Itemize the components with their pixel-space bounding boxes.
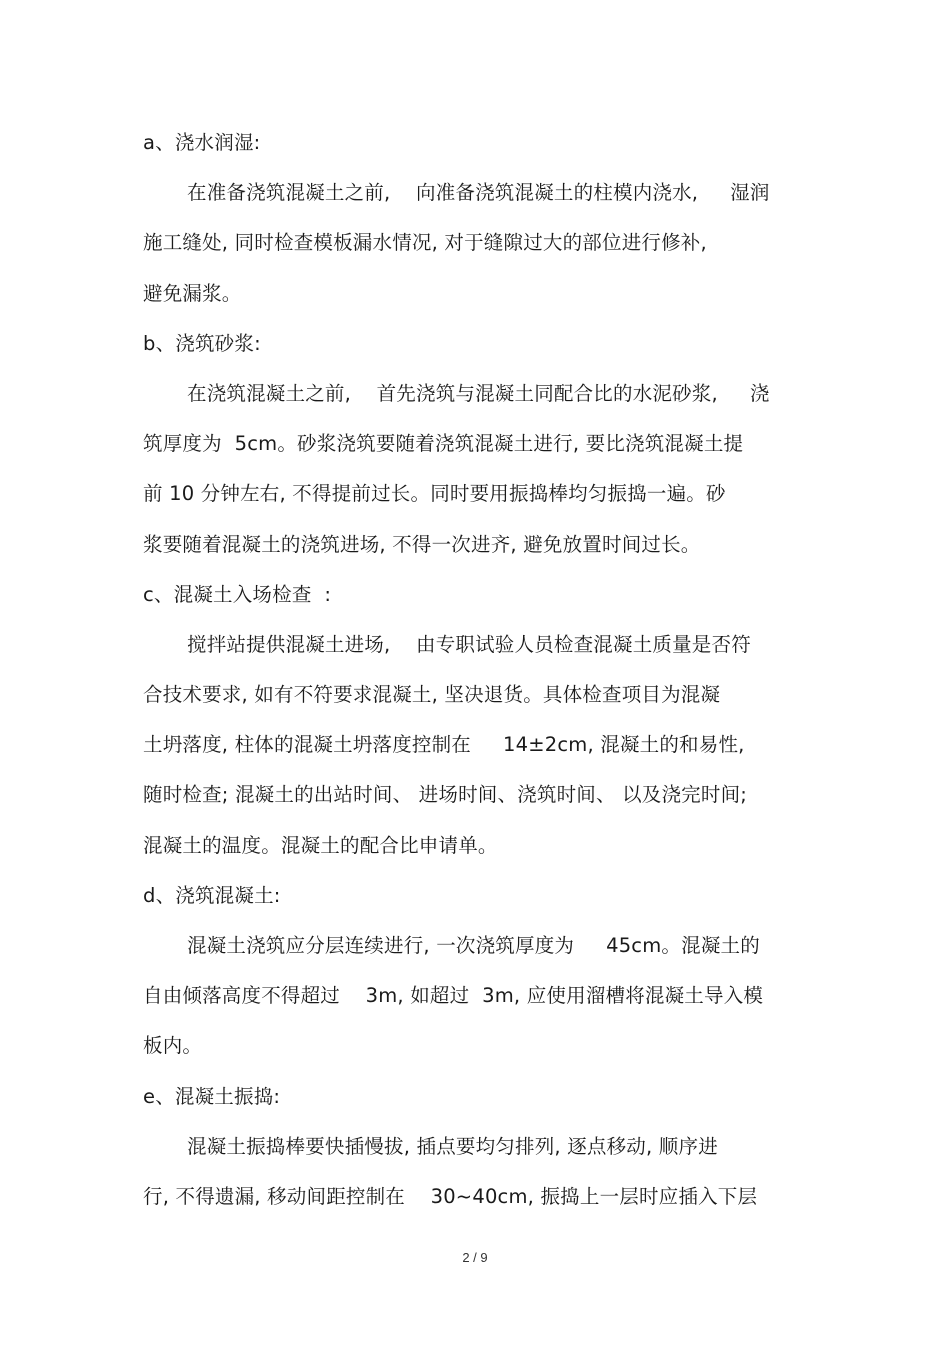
document-body <box>143 122 823 1226</box>
paragraph-line: 混凝土振捣棒要快插慢拔, 插点要均匀排列, 逐点移动, 顺序进 <box>187 1134 718 1158</box>
page-number: 2 / 9 <box>462 1250 488 1265</box>
paragraph-line: 施工缝处, 同时检查模板漏水情况, 对于缝隙过大的部位进行修补, <box>143 231 707 255</box>
heading-c: c、混凝土入场检查 : <box>143 582 332 606</box>
heading-e: e、混凝土振捣: <box>143 1084 281 1108</box>
heading-a: a、浇水润湿: <box>143 131 261 154</box>
paragraph-line: 土坍落度, 柱体的混凝土坍落度控制在 14±2cm, 混凝土的和易性, <box>143 733 745 757</box>
paragraph-line: 行, 不得遗漏, 移动间距控制在 30~40cm, 振捣上一层时应插入下层 <box>143 1184 758 1208</box>
paragraph-line: 自由倾落高度不得超过 3m, 如超过 3m, 应使用溜槽将混凝土导入模 <box>143 984 764 1008</box>
paragraph-line: 浆要随着混凝土的浇筑进场, 不得一次进齐, 避免放置时间过长。 <box>143 532 701 556</box>
paragraph-line: 混凝土浇筑应分层连续进行, 一次浇筑厚度为 45cm。混凝土的 <box>187 934 760 957</box>
paragraph-line: 在准备浇筑混凝土之前, 向准备浇筑混凝土的柱模内浇水, 湿润 <box>187 181 770 205</box>
paragraph-line: 混凝土的温度。混凝土的配合比申请单。 <box>143 833 498 857</box>
paragraph-line: 搅拌站提供混凝土进场, 由专职试验人员检查混凝土质量是否符 <box>187 632 751 656</box>
paragraph-line: 随时检查; 混凝土的出站时间、 进场时间、浇筑时间、 以及浇完时间; <box>143 783 748 807</box>
heading-d: d、浇筑混凝土: <box>143 883 281 907</box>
paragraph-line: 板内。 <box>143 1034 203 1058</box>
paragraph-line: 合技术要求, 如有不符要求混凝土, 坚决退货。具体检查项目为混凝 <box>143 683 721 707</box>
heading-b: b、浇筑砂浆: <box>143 331 261 355</box>
paragraph-line: 避免漏浆。 <box>143 281 242 305</box>
paragraph-line: 在浇筑混凝土之前, 首先浇筑与混凝土同配合比的水泥砂浆, 浇 <box>187 381 770 405</box>
paragraph-line: 前 10 分钟左右, 不得提前过长。同时要用振捣棒均匀振捣一遍。砂 <box>143 482 726 506</box>
paragraph-line: 筑厚度为 5cm。砂浆浇筑要随着浇筑混凝土进行, 要比浇筑混凝土提 <box>143 432 744 456</box>
